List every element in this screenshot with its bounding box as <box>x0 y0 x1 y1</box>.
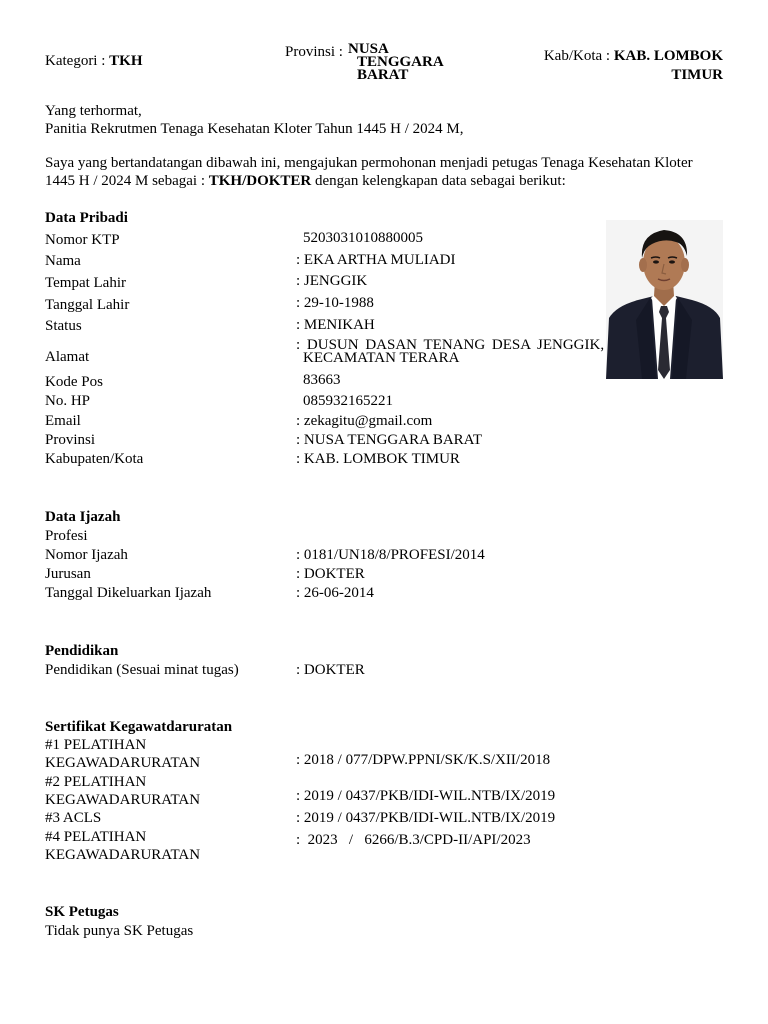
ktp-label: Nomor KTP <box>45 232 120 248</box>
kabkota: Kab/Kota : KAB. LOMBOK TIMUR <box>543 48 723 83</box>
intro-line-1: Saya yang bertandatangan dibawah ini, mengajukan permohonan menjadi petugas Tenaga Kesehatan Kloter <box>45 155 693 171</box>
ktp-value: 5203031010880005 <box>303 230 423 246</box>
sertifikat-1-label: #1 PELATIHAN KEGAWADARURATAN <box>45 737 201 771</box>
alamat-label: Alamat <box>45 349 90 365</box>
no-hp-value: 085932165221 <box>303 393 393 409</box>
greeting-line-2: Panitia Rekrutmen Tenaga Kesehatan Kloter Tahun 1445 H / 2024 M, <box>45 121 464 137</box>
applicant-photo <box>606 220 723 379</box>
data-ijazah-title: Data Ijazah <box>45 509 121 525</box>
jurusan-label: Jurusan <box>45 566 91 582</box>
data-pribadi-title: Data Pribadi <box>45 210 128 226</box>
provinsi-row-value: : NUSA TENGGARA BARAT <box>296 432 482 448</box>
tanggal-ijazah-label: Tanggal Dikeluarkan Ijazah <box>45 585 212 601</box>
pendidikan-label: Pendidikan (Sesuai minat tugas) <box>45 662 239 678</box>
nama-label: Nama <box>45 253 81 269</box>
applicant-photo-icon <box>606 220 723 379</box>
provinsi-row-label: Provinsi <box>45 432 96 448</box>
provinsi <box>285 41 444 83</box>
status-label: Status <box>45 318 82 334</box>
pendidikan-value: : DOKTER <box>296 662 365 678</box>
sertifikat-2-label: #2 PELATIHAN KEGAWADARURATAN <box>45 774 201 808</box>
provinsi-value: NUSA TENGGARA BARAT <box>348 41 444 83</box>
tanggal-ijazah-value: : 26-06-2014 <box>296 585 374 601</box>
sertifikat-1-value: : 2018 / 077/DPW.PPNI/SK/K.S/XII/2018 <box>296 752 551 768</box>
tanggal-lahir-label: Tanggal Lahir <box>45 297 130 313</box>
intro-line-2: 1445 H / 2024 M sebagai : TKH/DOKTER dengan kelengkapan data sebagai berikut: <box>45 173 566 189</box>
sk-petugas-title: SK Petugas <box>45 904 119 920</box>
sertifikat-3-label: #3 ACLS <box>45 810 102 826</box>
email-value: : zekagitu@gmail.com <box>296 413 433 429</box>
kategori-label: Kategori : <box>45 53 106 69</box>
greeting-line-1: Yang terhormat, <box>45 103 142 119</box>
pendidikan-title: Pendidikan <box>45 643 119 659</box>
tempat-lahir-label: Tempat Lahir <box>45 275 126 291</box>
tanggal-lahir-value: : 29-10-1988 <box>296 295 374 311</box>
kategori-value: TKH <box>109 53 143 69</box>
nama-value: : EKA ARTHA MULIADI <box>296 252 456 268</box>
alamat-value: : DUSUN DASAN TENANG DESA JENGGIK, KECAMATAN TERARA <box>296 337 605 366</box>
provinsi-label: Provinsi : <box>285 44 343 60</box>
kabkota-row-label: Kabupaten/Kota <box>45 451 144 467</box>
nomor-ijazah-label: Nomor Ijazah <box>45 547 128 563</box>
nomor-ijazah-value: : 0181/UN18/8/PROFESI/2014 <box>296 547 485 563</box>
sertifikat-2-value: : 2019 / 0437/PKB/IDI-WIL.NTB/IX/2019 <box>296 788 556 804</box>
no-hp-label: No. HP <box>45 393 91 409</box>
sertifikat-4-value: : 2023 / 6266/B.3/CPD-II/API/2023 <box>296 832 531 848</box>
kabkota-label: Kab/Kota : <box>543 48 611 64</box>
kategori <box>45 52 143 71</box>
tempat-lahir-value: : JENGGIK <box>296 273 368 289</box>
sertifikat-title: Sertifikat Kegawatdaruratan <box>45 719 233 735</box>
sertifikat-4-label: #4 PELATIHAN KEGAWADARURATAN <box>45 829 201 863</box>
email-label: Email <box>45 413 81 429</box>
sk-petugas-value: Tidak punya SK Petugas <box>45 923 194 939</box>
sertifikat-3-value: : 2019 / 0437/PKB/IDI-WIL.NTB/IX/2019 <box>296 810 556 826</box>
profesi-label: Profesi <box>45 528 88 544</box>
kode-pos-value: 83663 <box>303 372 341 388</box>
status-value: : MENIKAH <box>296 317 375 333</box>
kode-pos-label: Kode Pos <box>45 374 103 390</box>
kabkota-row-value: : KAB. LOMBOK TIMUR <box>296 451 460 467</box>
jurusan-value: : DOKTER <box>296 566 365 582</box>
